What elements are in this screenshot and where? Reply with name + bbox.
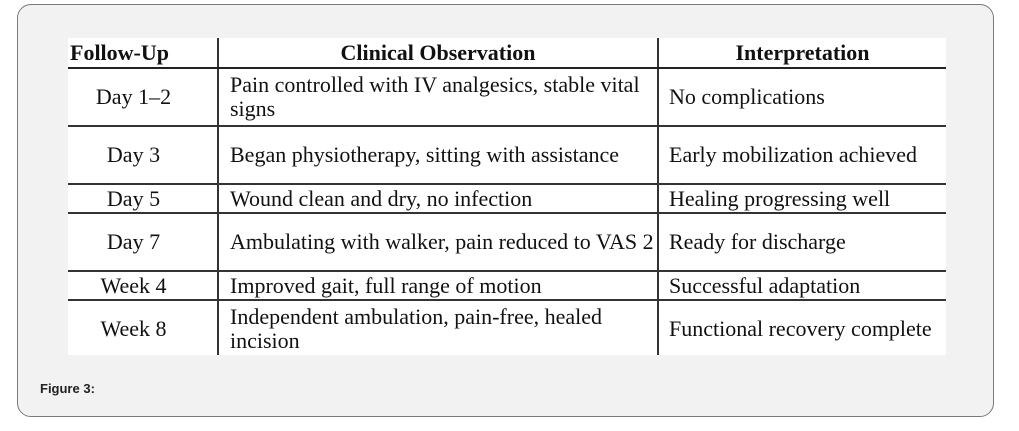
cell-follow-up: Day 5 — [68, 184, 218, 213]
cell-interpretation: No complications — [658, 68, 946, 126]
cell-interpretation: Functional recovery complete — [669, 316, 932, 341]
cell-interpretation: Early mobilization achieved — [658, 126, 946, 184]
figure-table-image — [68, 38, 946, 355]
table-header-row — [68, 38, 946, 68]
cell-interpretation: Healing progressing well — [658, 184, 946, 213]
cell-observation: Began physiotherapy, sitting with assistance — [218, 126, 658, 184]
cell-interpretation: Ready for discharge — [658, 213, 946, 271]
header-follow-up: Follow-Up — [68, 38, 218, 68]
header-interpretation: Interpretation — [658, 38, 946, 68]
table-row — [68, 184, 946, 213]
cell-observation: Independent ambulation, pain-free, healed incision — [218, 300, 658, 355]
cell-observation: Ambulating with walker, pain reduced to VAS 2 — [218, 213, 658, 271]
cell-interpretation: Successful adaptation — [658, 271, 946, 300]
table-row — [68, 68, 946, 126]
cell-follow-up: Day 3 — [68, 126, 218, 184]
header-clinical-observation: Clinical Observation — [218, 38, 658, 68]
table-row — [68, 300, 946, 355]
table-row — [68, 271, 946, 300]
cell-follow-up: Week 4 — [68, 271, 218, 300]
cell-observation: Pain controlled with IV analgesics, stable vital signs — [218, 68, 658, 126]
cell-follow-up: Week 8 — [100, 316, 167, 341]
follow-up-table — [68, 38, 946, 355]
cell-follow-up: Day 1–2 — [68, 68, 218, 126]
table-row — [68, 213, 946, 271]
cell-observation: Improved gait, full range of motion — [218, 271, 658, 300]
cell-observation: Wound clean and dry, no infection — [218, 184, 658, 213]
cell-follow-up: Day 7 — [68, 213, 218, 271]
table-row — [68, 126, 946, 184]
figure-caption: Figure 3: — [40, 381, 95, 396]
figure-card — [17, 4, 994, 417]
